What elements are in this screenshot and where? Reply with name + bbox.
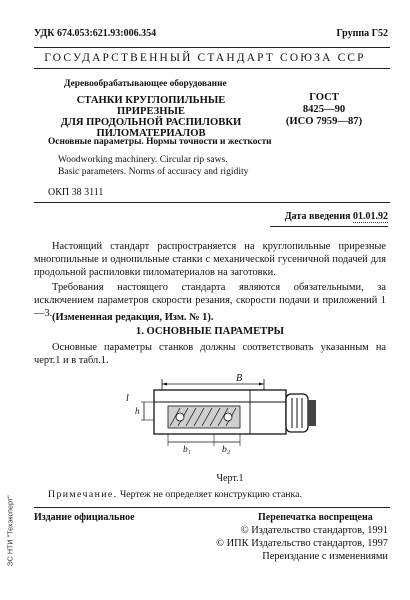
intro-date: [285, 211, 388, 222]
title-ru-line-1: СТАНКИ КРУГЛОПИЛЬНЫЕ ПРИРЕЗНЫЕ: [76, 95, 226, 117]
subtitle-ru: Основные параметры. Нормы точности и жесткости: [48, 137, 272, 147]
official-edition: Издание официальное: [34, 512, 135, 523]
side-watermark-text: ЭС НТИ "Техэксперт": [5, 495, 15, 567]
intro-date-value: 01.01.92: [353, 211, 388, 222]
title-ru-line-2: ДЛЯ ПРОДОЛЬНОЙ РАСПИЛОВКИ: [60, 117, 242, 128]
title-en-line-2: Basic parameters. Norms of accuracy and rigidity: [58, 166, 249, 177]
label-b2: b₂: [222, 445, 231, 455]
title-en: [58, 154, 248, 178]
note-text: Чертеж не определяет конструкцию станка.: [119, 489, 302, 500]
category-label: Деревообрабатывающее оборудование: [64, 79, 227, 89]
gost-number: [270, 92, 378, 128]
intro-date-label: Дата введения: [284, 211, 351, 222]
gost-code: 8425—90: [302, 104, 346, 115]
okp-code: ОКП 38 3111: [48, 187, 104, 198]
intro-date-rule: [270, 226, 388, 227]
label-h: h: [135, 406, 140, 416]
side-watermark: [2, 430, 18, 580]
copyright-1997: © ИПК Издательство стандартов, 1997: [216, 538, 388, 549]
group-code: Группа Г52: [336, 28, 388, 39]
title-en-line-1: Woodworking machinery. Circular rip saws.: [58, 154, 228, 165]
figure-note: [48, 489, 302, 500]
banner-top-rule: [34, 47, 390, 48]
footer-rule: [34, 507, 390, 508]
paragraph-scope: Настоящий стандарт распространяется на круглопильные прирезные многопильные и однопильные станки с механической гусеничной подачей для продольной распиловки пиломатериалов на заготовки.: [34, 241, 386, 278]
iso-code: (ИСО 7959—87): [285, 116, 363, 127]
reissue-note: Переиздание с изменениями: [262, 551, 388, 562]
reprint-prohibited: Перепечатка воспрещена: [258, 512, 373, 523]
note-label: Примечание.: [48, 489, 118, 500]
banner-bottom-rule: [34, 68, 390, 69]
label-b1: b₁: [183, 445, 192, 455]
label-B: В: [236, 373, 243, 384]
paragraph-requirements: Требования настоящего стандарта являются обязательными, за исключением параметров скорости резания, скорости подачи и приложений 1—3.: [34, 282, 386, 319]
paragraph-parameters: Основные параметры станков должны соответствовать указанным на черт.1 и в табл.1.: [34, 342, 386, 366]
paragraph-amendment: (Измененная редакция, Изм. № 1).: [52, 312, 214, 323]
title-ru: [46, 95, 256, 139]
banner-title: ГОСУДАРСТВЕННЫЙ СТАНДАРТ СОЮЗА ССР: [44, 52, 366, 64]
label-l: l: [126, 393, 129, 404]
udk-code: УДК 674.053:621.93:006.354: [34, 28, 157, 39]
copyright-1991: © Издательство стандартов, 1991: [240, 525, 388, 536]
figure-caption: Черт.1: [216, 473, 244, 484]
section-heading: 1. ОСНОВНЫЕ ПАРАМЕТРЫ: [135, 326, 285, 337]
title-ru-line-3: ПИЛОМАТЕРИАЛОВ: [96, 128, 206, 139]
gost-label: ГОСТ: [309, 92, 339, 103]
okp-rule: [34, 202, 390, 203]
